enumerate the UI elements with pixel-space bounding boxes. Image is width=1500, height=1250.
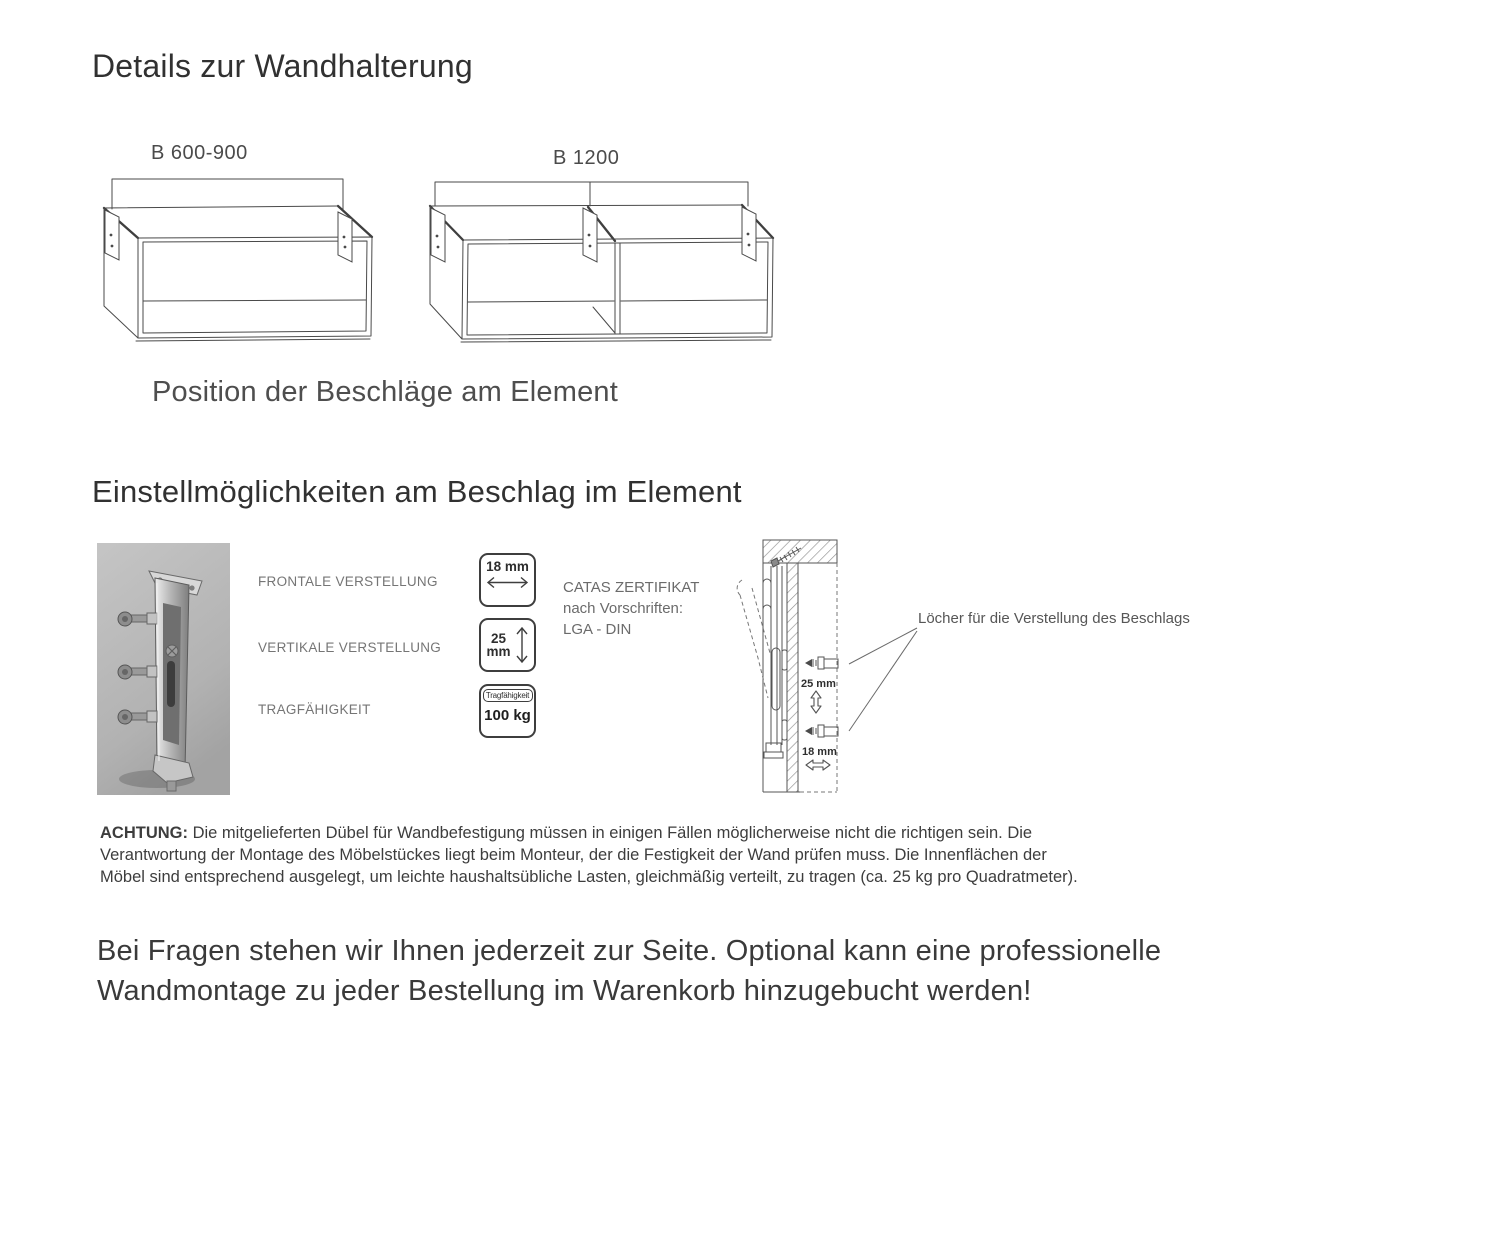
catas-certificate-text <box>563 577 699 640</box>
spec-box-frontal <box>479 553 536 607</box>
catas-line-1: CATAS ZERTIFIKAT <box>563 579 700 596</box>
closing-line-1: Bei Fragen stehen wir Ihnen jederzeit zur Seite. Optional kann eine professionelle <box>97 935 1162 967</box>
bracket-section <box>763 566 787 758</box>
catas-line-3: LGA - DIN <box>563 621 632 638</box>
warning-text: Die mitgelieferten Dübel für Wandbefestigung müssen in einigen Fällen möglicherweise nicht die richtigen sein. Die Verantwortung der Montage des Möbelstückes liegt beim Monteur, der die Festigkeit der Wand prüfen muss. Die Innenflächen der Möbel sind entsprechend ausgelegt, um leichte haushaltsübliche Lasten, gleichmäßig verteilt, zu tragen (ca. 25 kg pro Quadratmeter). <box>100 824 1078 886</box>
holes-adjustment-note: Löcher für die Verstellung des Beschlags <box>918 610 1190 627</box>
vertical-arrow-icon <box>515 625 529 665</box>
cabinet-1200-drawing <box>425 170 780 348</box>
cabinet-600-900-drawing <box>100 171 380 347</box>
frontal-value: 18 mm <box>486 559 529 574</box>
warning-label: ACHTUNG: <box>100 824 188 842</box>
label-frontal-adjustment: FRONTALE VERSTELLUNG <box>258 574 438 589</box>
mounting-plate-right <box>742 207 756 261</box>
page-title: Details zur Wandhalterung <box>92 48 473 84</box>
horizontal-arrow-icon <box>485 575 530 590</box>
pivoted-bracket-dashed <box>737 580 770 698</box>
capacity-inner-label: Tragfähigkeit <box>483 689 533 702</box>
label-load-capacity: TRAGFÄHIGKEIT <box>258 702 371 717</box>
horizontal-adjust-arrow-icon <box>806 760 830 770</box>
spec-box-vertical <box>479 618 536 672</box>
closing-line-2: Wandmontage zu jeder Bestellung im Warenkorb hinzugebucht werden! <box>97 975 1032 1007</box>
dimension-bracket <box>435 182 748 206</box>
vertical-value-unit: mm <box>486 644 511 659</box>
diagram-vertical-adjust-value: 25 mm <box>801 678 836 690</box>
closing-statement <box>97 931 1161 1011</box>
label-vertical-adjustment: VERTIKALE VERSTELLUNG <box>258 640 442 655</box>
vertical-adjust-arrow-icon <box>811 691 821 713</box>
spec-box-capacity <box>479 684 536 738</box>
mounting-plate-right <box>338 212 352 262</box>
panel-section <box>787 563 798 792</box>
catas-line-2: nach Vorschriften: <box>563 600 684 617</box>
capacity-value: 100 kg <box>484 707 531 724</box>
mounting-plate-left <box>431 208 445 262</box>
bracket-photo <box>97 543 230 795</box>
adjustment-section-title: Einstellmöglichkeiten am Beschlag im Element <box>92 474 742 509</box>
mounting-plate-left <box>105 210 119 260</box>
wall-mount-section-diagram <box>728 533 853 798</box>
drawings-caption: Position der Beschläge am Element <box>152 376 619 408</box>
cabinet-small-width-label: B 600-900 <box>151 142 248 164</box>
mounting-plate-center <box>583 208 597 262</box>
cabinet-large-width-label: B 1200 <box>553 147 620 169</box>
annotation-pointer-lines <box>843 622 923 737</box>
adjustment-screw-bottom-icon <box>805 725 838 737</box>
warning-paragraph <box>100 822 1092 888</box>
adjustment-screw-top-icon <box>805 657 838 669</box>
vertical-value-number: 25 <box>490 631 506 646</box>
diagram-horizontal-adjust-value: 18 mm <box>802 746 837 758</box>
